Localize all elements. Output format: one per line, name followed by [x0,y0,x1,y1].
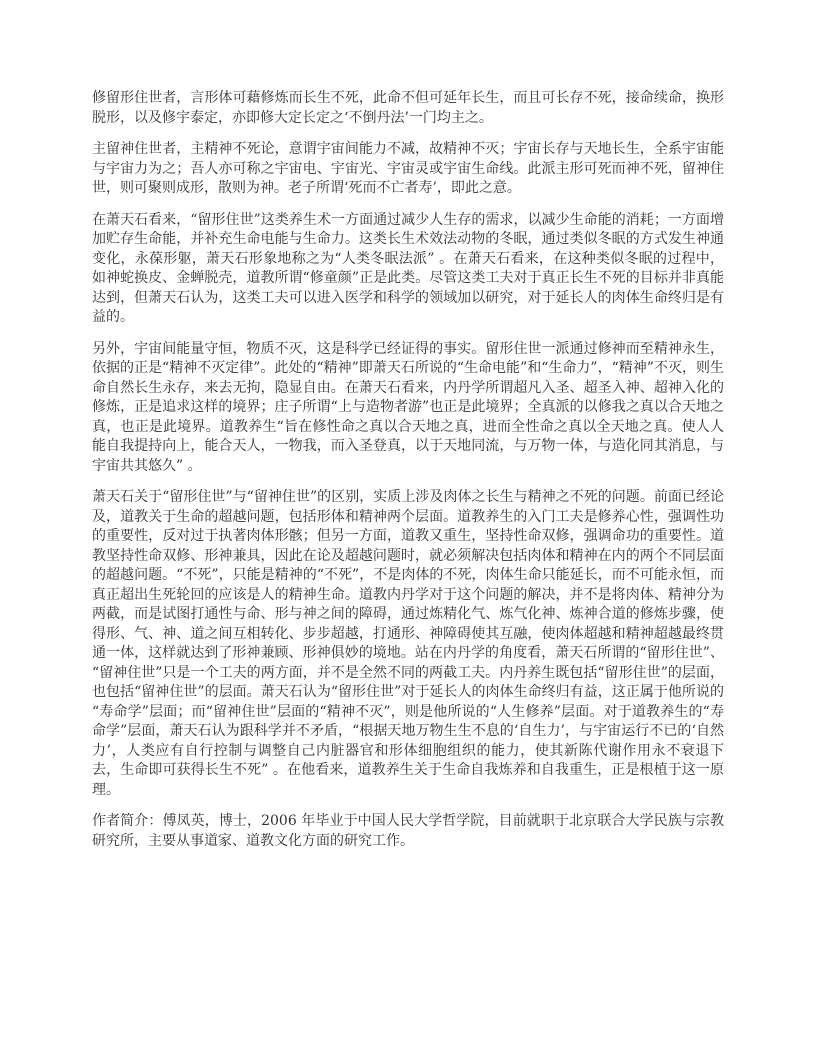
paragraph-dongmian-fapai: 在萧天石看来，“留形住世”这类养生术一方面通过减少人生存的需求，以减少生命能的消耗；一方面增加贮存生命能，并补充生命电能与生命力。这类长生术效法动物的冬眠，通过类似冬眠的方式发生神通变化，永葆形躯，萧天石形象地称之为“人类冬眠法派” 。在萧天石看来，在这种类似冬眠的过程中，如神蛇换皮、金蝉脱壳，道教所谓“修童颜”正是此类。尽管这类工夫对于真正长生不死的目标并非真能达到，但萧天石认为，这类工夫可以进入医学和科学的领域加以研究，对于延长人的肉体生命终归是有益的。 [92,211,724,325]
paragraph-qubie-lunshu: 萧天石关于“留形住世”与“留神住世”的区别，实质上涉及肉体之长生与精神之不死的问题。前面已经论及，道教关于生命的超越问题，包括形体和精神两个层面。道教养生的入门工夫是修养心性，强调性功的重要性，反对过于执著肉体形骸；但另一方面，道教又重生，坚持性命双修，强调命功的重要性。道教坚持性命双修、形神兼具，因此在论及超越问题时，就必须解决包括肉体和精神在内的两个不同层面的超越问题。“不死”，只能是精神的“不死”，不是肉体的不死，肉体生命只能延长，而不可能永恒，而真正超出生死轮回的应该是人的精神生命。道教内丹学对于这个问题的解决，并不是将肉体、精神分为两截，而是试图打通性与命、形与神之间的障碍，通过炼精化气、炼气化神、炼神合道的修炼步骤，使得形、气、神、道之间互相转化、步步超越，打通形、神障碍使其互融，使肉体超越和精神超越最终贯通一体，这样就达到了形神兼顾、形神俱妙的境地。站在内丹学的角度看，萧天石所谓的“留形住世”、“留神住世”只是一个工夫的两方面，并不是全然不同的两截工夫。内丹养生既包括“留形住世”的层面，也包括“留神住世”的层面。萧天石认为“留形住世”对于延长人的肉体生命终归有益，这正属于他所说的“寿命学”层面；而“留神住世”层面的“精神不灭”，则是他所说的“人生修养”层面。对于道教养生的“寿命学”层面，萧天石认为跟科学并不矛盾，“根据天地万物生生不息的‘自生力’，与宇宙运行不已的‘自然力’，人类应有自行控制与调整自己内脏器官和形体细胞组织的能力，使其新陈代谢作用永不衰退下去，生命即可获得长生不死” 。在他看来，道教养生关于生命自我炼养和自我重生，正是根植于这一原理。 [92,489,724,798]
paragraph-liu-shen-zhu-shi: 主留神住世者，主精神不死论，意谓宇宙间能力不减，故精神不灭；宇宙长存与天地长生，全系宇宙能与宇宙力为之；吾人亦可称之宇宙电、宇宙光、宇宙灵或宇宙生命线。此派主形可死而神不死，留神住世，则可聚则成形，散则为神。老子所谓‘死而不亡者寿’，即此之意。 [92,141,724,196]
author-bio-paragraph: 作者简介：傅凤英，博士，2006 年毕业于中国人民大学哲学院，目前就职于北京联合大学民族与宗教研究所，主要从事道家、道教文化方面的研究工作。 [92,813,724,849]
paragraph-jingshen-bumie: 另外，宇宙间能量守恒，物质不灭，这是科学已经证得的事实。留形住世一派通过修神而至精神永生，依据的正是“精神不灭定律”。此处的“精神”即萧天石所说的“生命电能”和“生命力”，“精神”不灭，则生命自然长生永存，来去无拘，隐显自由。在萧天石看来，内丹学所谓超凡入圣、超圣入神、超神入化的修炼，正是追求这样的境界；庄子所谓“上与造物者游”也正是此境界；全真派的以修我之真以合天地之真，也正是此境界。道教养生“旨在修性命之真以合天地之真，进而全性命之真以全天地之真。使人人能自我提持向上，能合天人，一物我，而入圣登真，以于天地同流，与万物一体，与造化同其消息，与宇宙共其悠久” 。 [92,340,724,474]
paragraph-liu-xing-zhu-shi: 修留形住世者，言形体可藉修炼而长生不死，此命不但可延年长生，而且可长存不死，接命续命，换形脱形，以及修宇泰定，亦即修大定长定之‘不倒丹法’一门均主之。 [92,90,724,126]
